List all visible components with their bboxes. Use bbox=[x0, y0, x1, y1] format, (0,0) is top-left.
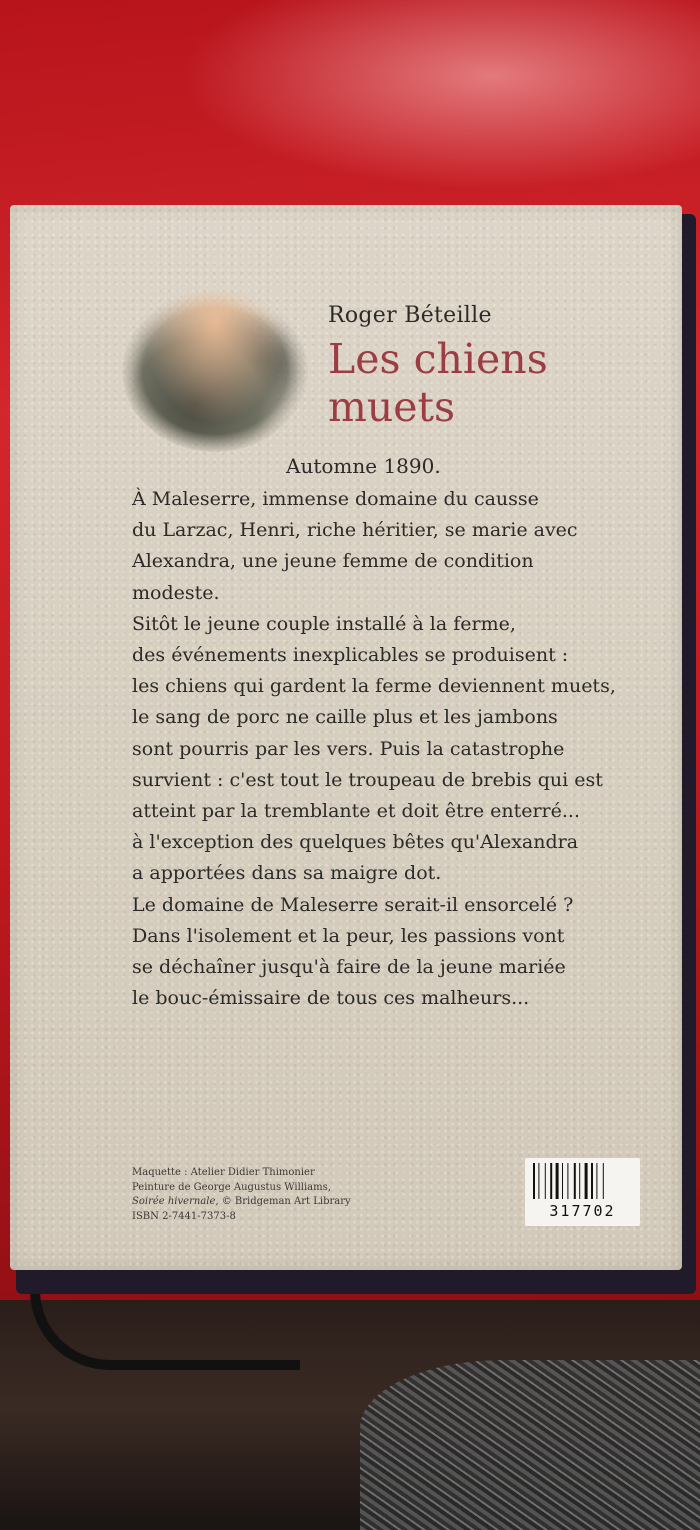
light-reflection bbox=[180, 0, 700, 190]
barcode-bar bbox=[591, 1163, 593, 1199]
credit-painting: Peinture de George Augustus Williams, bbox=[132, 1181, 331, 1193]
blurb-line: se déchaîner jusqu'à faire de la jeune mariée bbox=[132, 956, 566, 979]
credits bbox=[132, 1166, 432, 1224]
barcode-bar bbox=[567, 1163, 568, 1199]
barcode-bar bbox=[550, 1163, 552, 1199]
blurb-line: survient : c'est tout le troupeau de brebis qui est bbox=[132, 768, 603, 791]
blurb-line: Le domaine de Maleserre serait-il ensorcelé ? bbox=[132, 893, 574, 916]
barcode-bar bbox=[603, 1163, 604, 1199]
book-author: Roger Béteille bbox=[328, 303, 492, 328]
blurb-line: atteint par la tremblante et doit être enterré... bbox=[132, 800, 580, 823]
barcode-label bbox=[525, 1158, 640, 1226]
blurb-line: Sitôt le jeune couple installé à la ferme, bbox=[132, 612, 516, 635]
barcode-bar bbox=[596, 1163, 597, 1199]
barcode-bar bbox=[562, 1163, 563, 1199]
barcode-bar bbox=[545, 1163, 546, 1199]
blurb-line: du Larzac, Henri, riche héritier, se marie avec bbox=[132, 519, 578, 542]
barcode-bar bbox=[574, 1163, 576, 1199]
blurb-line: à l'exception des quelques bêtes qu'Alexandra bbox=[132, 831, 579, 854]
barcode-bars bbox=[533, 1163, 632, 1199]
barcode-bar bbox=[538, 1163, 539, 1199]
barcode-number: 317702 bbox=[549, 1202, 616, 1220]
barcode-bar bbox=[579, 1163, 580, 1199]
blurb-line: le bouc-émissaire de tous ces malheurs... bbox=[132, 987, 530, 1010]
book-title bbox=[328, 335, 548, 431]
isbn: ISBN 2-7441-7373-8 bbox=[132, 1210, 236, 1222]
book-title-line-2: muets bbox=[328, 383, 456, 431]
winter-painting-vignette bbox=[122, 290, 308, 452]
barcode-bar bbox=[585, 1163, 588, 1199]
barcode-bar bbox=[556, 1163, 559, 1199]
blurb-lead: Automne 1890. bbox=[286, 454, 441, 478]
blurb-line: Alexandra, une jeune femme de condition bbox=[132, 550, 534, 573]
painting-rights: © Bridgeman Art Library bbox=[218, 1196, 351, 1207]
blurb-line: sont pourris par les vers. Puis la catastrophe bbox=[132, 737, 565, 760]
blurb-line: le sang de porc ne caille plus et les jambons bbox=[132, 706, 558, 729]
blurb-line: Dans l'isolement et la peur, les passions vont bbox=[132, 924, 565, 947]
knit-fabric bbox=[360, 1360, 700, 1530]
blurb-line: À Maleserre, immense domaine du causse bbox=[132, 488, 539, 510]
painting-title: Soirée hivernale, bbox=[132, 1196, 219, 1207]
blurb-line: les chiens qui gardent la ferme deviennent muets, bbox=[132, 675, 616, 698]
book-title-line-1: Les chiens bbox=[328, 335, 548, 383]
credit-painting-title bbox=[132, 1195, 432, 1210]
credit-layout: Maquette : Atelier Didier Thimonier bbox=[132, 1167, 315, 1178]
blurb-line: modeste. bbox=[132, 581, 220, 604]
book-blurb bbox=[132, 484, 662, 1014]
blurb-line: a apportées dans sa maigre dot. bbox=[132, 862, 442, 885]
barcode-bar bbox=[533, 1163, 535, 1199]
blurb-line: des événements inexplicables se produisent : bbox=[132, 644, 569, 667]
